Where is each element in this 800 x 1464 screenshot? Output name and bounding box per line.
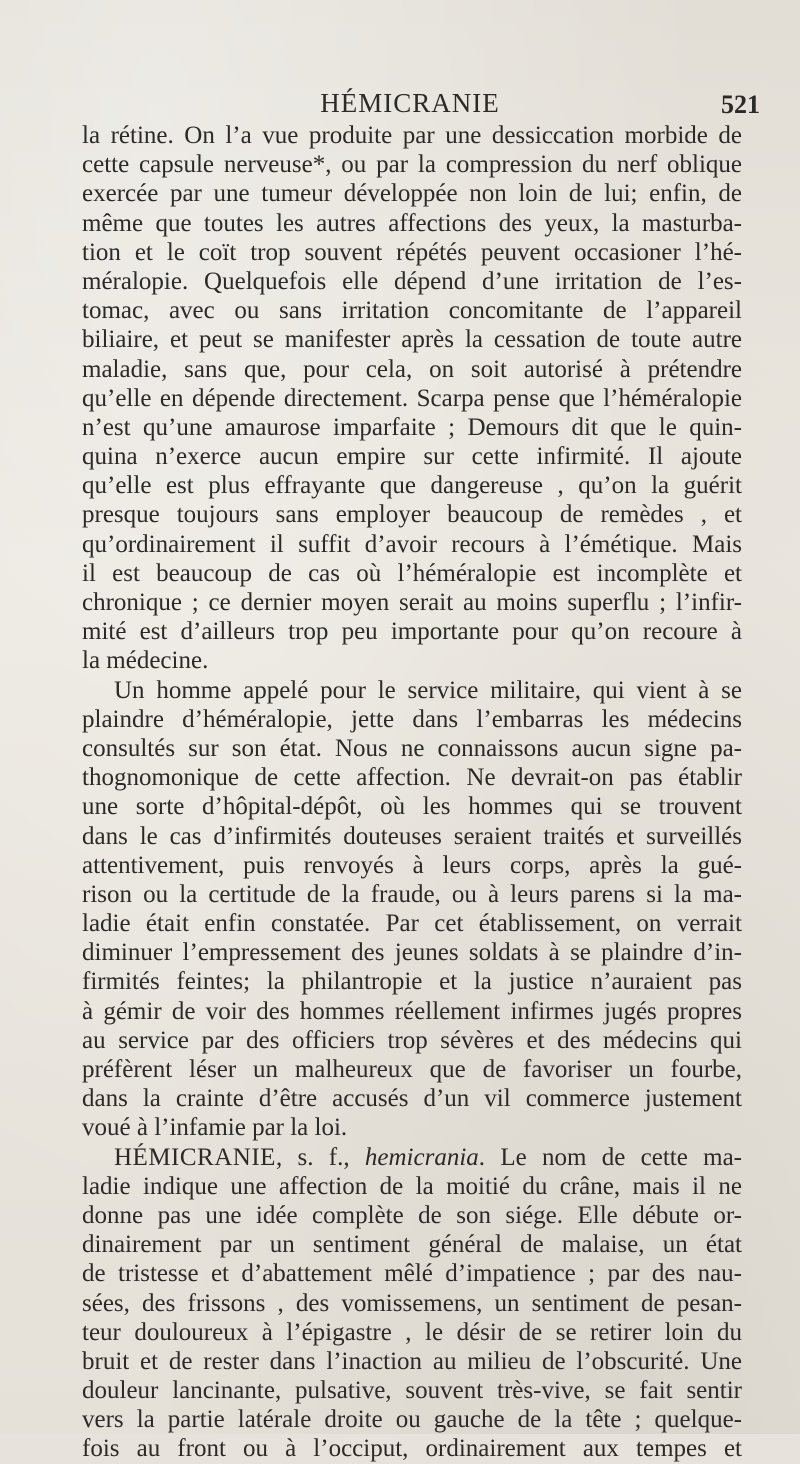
text-line-paragraph-end: voué à l’infamie par la loi. [82, 1114, 348, 1142]
text-line: tomac, avec ou sans irritation concomitante de l’appareil [82, 297, 742, 325]
text-line: mité est d’ailleurs trop peu importante pour qu’on recoure à [82, 618, 742, 646]
text-line: préfèrent léser un malheureux que de favoriser un fourbe, [82, 1056, 742, 1083]
text-line: teur douloureux à l’épigastre , le désir de se retirer loin du [82, 1318, 742, 1346]
text-line: cette capsule nerveuse*, ou par la compression du nerf oblique [82, 151, 742, 179]
page-header [60, 88, 760, 122]
text-line: même que toutes les autres affections des yeux, la masturba- [82, 209, 742, 237]
text-line-paragraph-end: la médecine. [82, 647, 209, 675]
text-line: biliaire, et peut se manifester après la cessation de toute autre [82, 326, 742, 354]
text-line: tion et le coït trop souvent répétés peuvent occasioner l’hé- [82, 238, 742, 266]
running-head: HÉMICRANIE [320, 88, 500, 118]
text-line: maladie, sans que, pour cela, on soit autorisé à prétendre [82, 355, 742, 383]
text-line: firmités feintes; la philantropie et la justice n’auraient pas [82, 968, 742, 996]
text-line: une sorte d’hôpital-dépôt, où les hommes qui se trouvent [82, 793, 742, 821]
text-line: chronique ; ce dernier moyen serait au moins superflu ; l’infir- [82, 589, 742, 616]
dictionary-entry-line [82, 1143, 742, 1172]
text-line: dinairement par un sentiment général de malaise, un état [82, 1231, 742, 1259]
text-line: dans la crainte d’être accusés d’un vil commerce justement [82, 1085, 742, 1113]
text-line: la rétine. On l’a vue produite par une dessiccation morbide de [82, 122, 742, 149]
text-line: à gémir de voir des hommes réellement infirmes jugés propres [82, 997, 742, 1025]
text-line: qu’elle en dépende directement. Scarpa pense que l’héméralopie [82, 384, 742, 412]
text-line: il est beaucoup de cas où l’héméralopie est incomplète et [82, 559, 742, 587]
text-line: n’est qu’une amaurose imparfaite ; Demours dit que le quin- [82, 413, 742, 441]
body-text [82, 121, 742, 1464]
text-line: plaindre d’héméralopie, jette dans l’embarras les médecins [82, 705, 742, 733]
text-line: au service par des officiers trop sévères et des médecins qui [82, 1026, 742, 1054]
text-line: douleur lancinante, pulsative, souvent très-vive, se fait sentir [82, 1377, 742, 1405]
text-line: ladie était enfin constatée. Par cet établissement, on verrait [82, 910, 742, 938]
entry-rest: . Le nom de cette ma- [478, 1143, 742, 1171]
text-line: donne pas une idée complète de son siége. Elle débute or- [82, 1201, 742, 1229]
text-line: presque toujours sans employer beaucoup de remèdes , et [82, 501, 742, 529]
text-line-paragraph-start: Un homme appelé pour le service militaire, qui vient à se [114, 676, 742, 704]
text-line: rison ou la certitude de la fraude, ou à leurs parens si la ma- [82, 880, 742, 908]
text-line: quina n’exerce aucun empire sur cette infirmité. Il ajoute [82, 443, 742, 471]
text-line: fois au front ou à l’occiput, ordinairement aux tempes et [82, 1435, 742, 1463]
text-line: dans le cas d’infirmités douteuses seraient traités et surveillés [82, 822, 742, 850]
text-line: ladie indique une affection de la moitié du crâne, mais il ne [82, 1172, 742, 1200]
entry-grammar: , s. f., [275, 1143, 365, 1171]
text-line: thognomonique de cette affection. Ne devrait-on pas établir [82, 764, 742, 792]
page-number: 521 [721, 90, 760, 119]
text-line: exercée par une tumeur développée non loin de lui; enfin, de [82, 180, 742, 208]
text-line: qu’ordinairement il suffit d’avoir recours à l’émétique. Mais [82, 530, 742, 558]
text-line: consultés sur son état. Nous ne connaissons aucun signe pa- [82, 734, 742, 762]
text-line: vers la partie latérale droite ou gauche de la tête ; quelque- [82, 1406, 742, 1434]
text-line: attentivement, puis renvoyés à leurs corps, après la gué- [82, 851, 742, 879]
text-line: sées, des frissons , des vomissemens, un sentiment de pesan- [82, 1289, 742, 1317]
text-line: de tristesse et d’abattement mêlé d’impatience ; par des nau- [82, 1260, 742, 1288]
text-line: qu’elle est plus effrayante que dangereuse , qu’on la guérit [82, 472, 742, 500]
entry-headword: HÉMICRANIE [114, 1143, 276, 1171]
entry-latin-term: hemicrania [364, 1143, 479, 1171]
text-line: bruit et de rester dans l’inaction au milieu de l’obscurité. Une [82, 1347, 742, 1375]
text-line: méralopie. Quelquefois elle dépend d’une irritation de l’es- [82, 267, 742, 295]
text-line: diminuer l’empressement des jeunes soldats à se plaindre d’in- [82, 939, 742, 967]
